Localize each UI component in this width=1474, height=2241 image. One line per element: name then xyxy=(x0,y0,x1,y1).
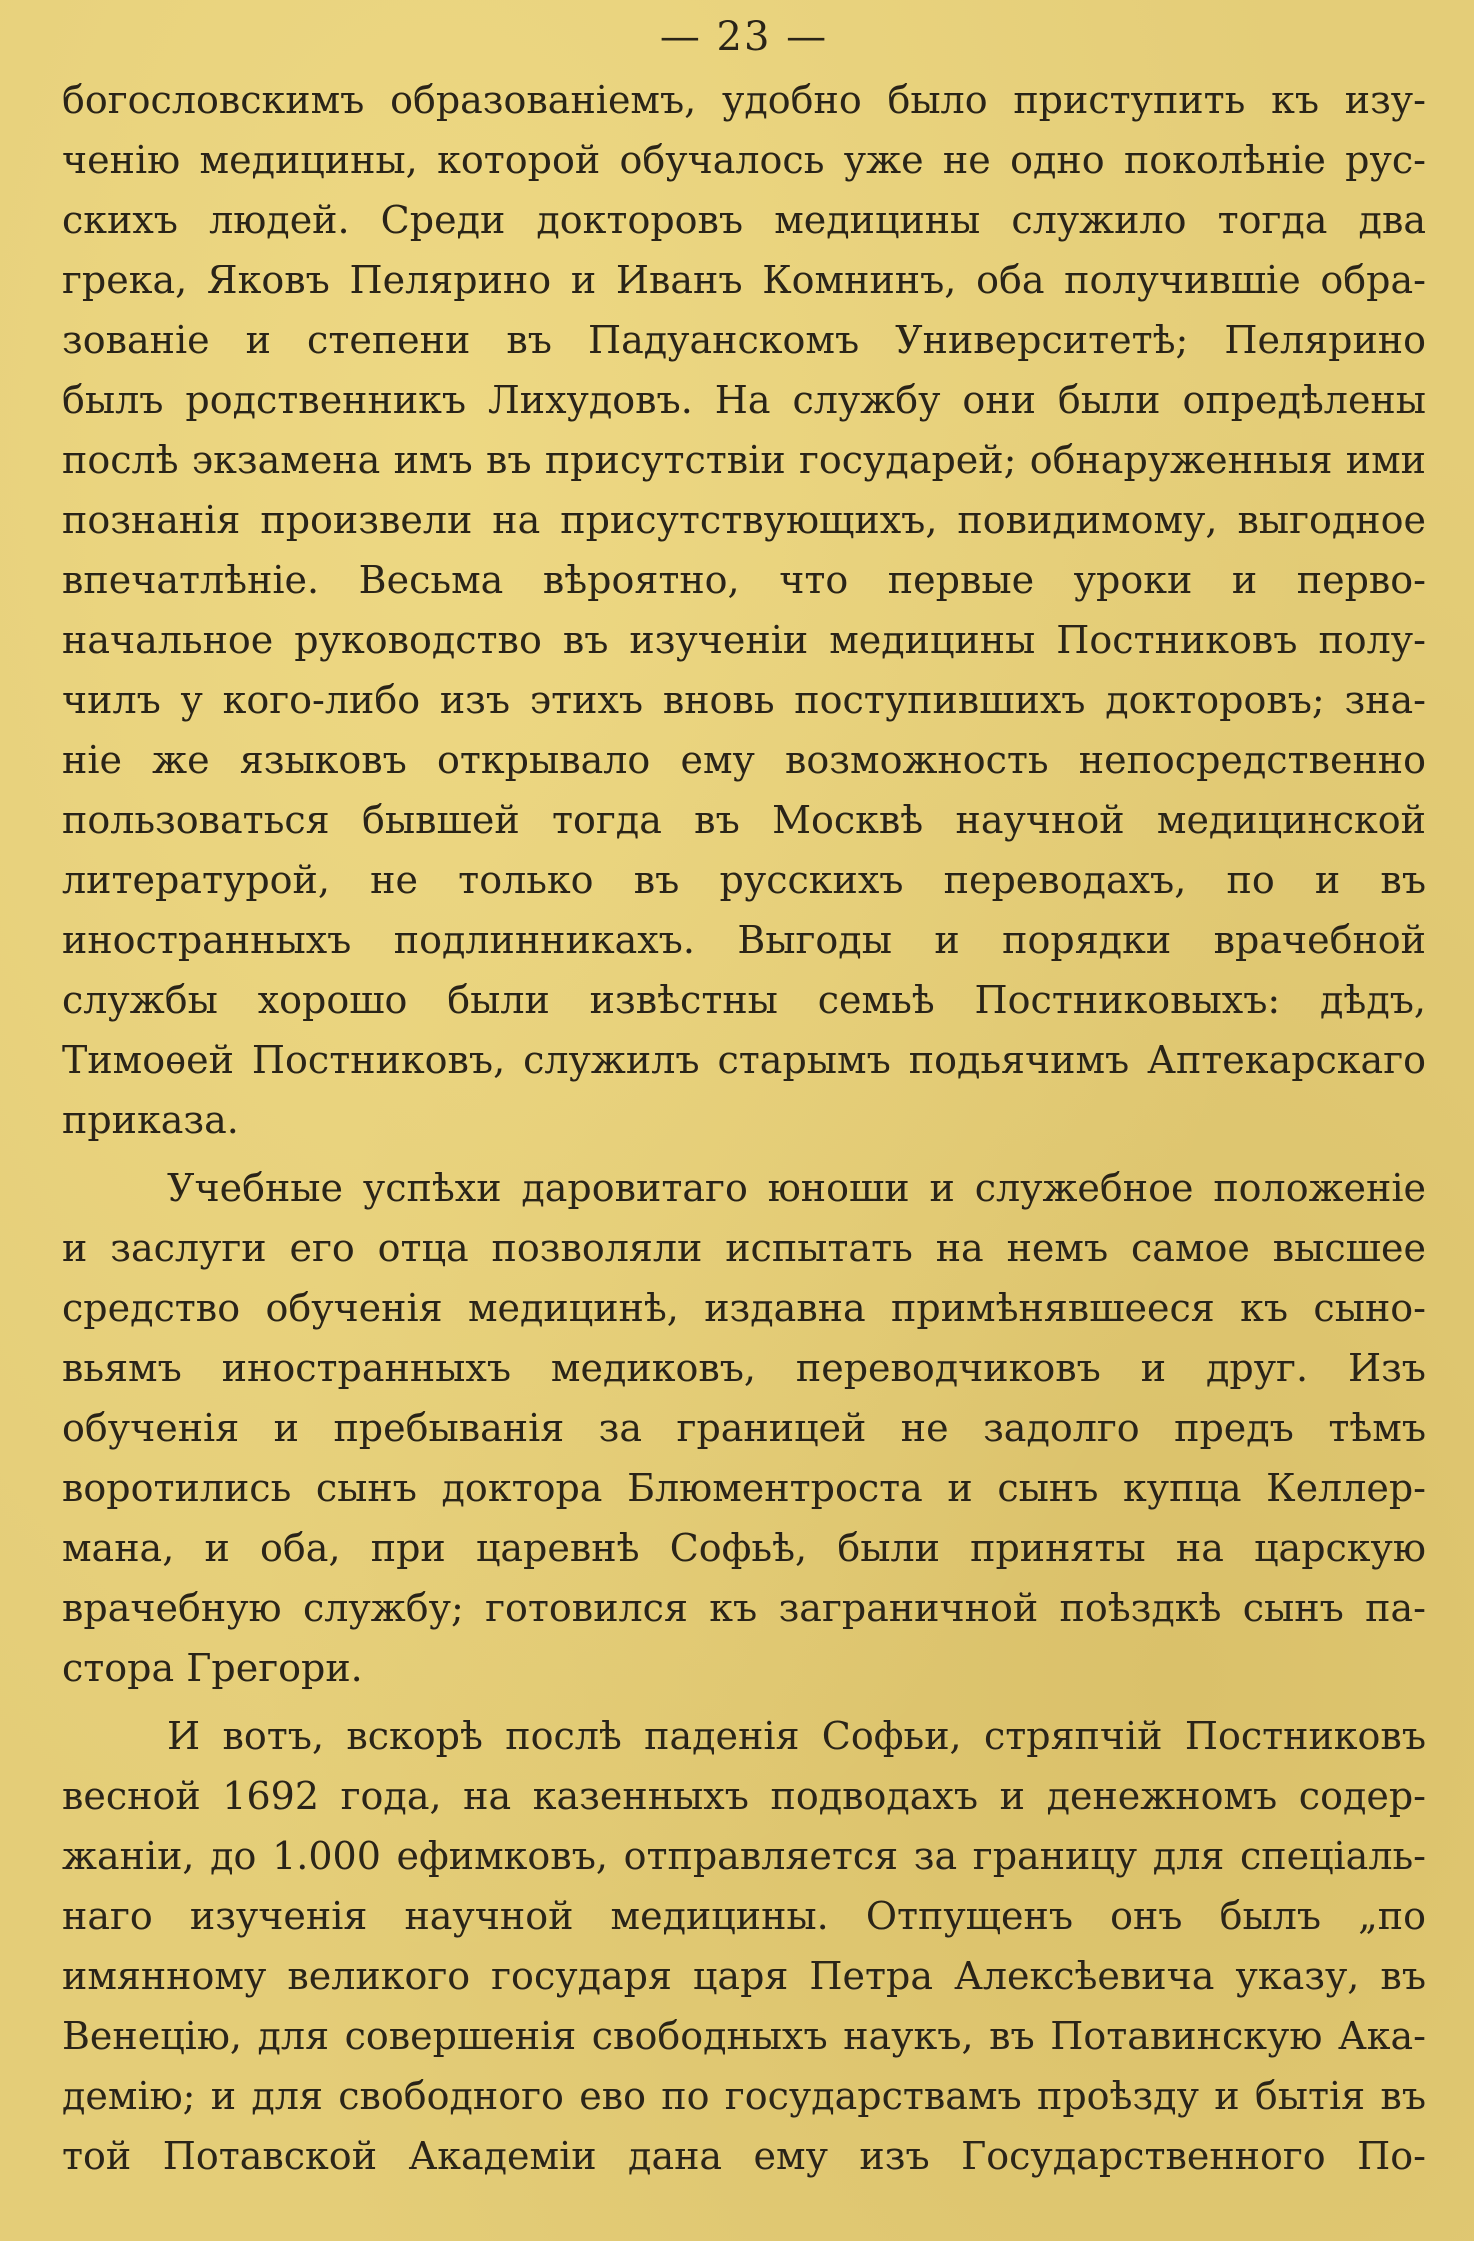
page-number: — 23 — xyxy=(659,14,829,60)
text-line: наго изученія научной медицины. Отпущенъ онъ былъ „по xyxy=(62,1894,1426,1938)
text-line: весной 1692 года, на казенныхъ подводахъ и денежномъ содер- xyxy=(62,1774,1426,1818)
paragraph-spacer xyxy=(62,1150,1426,1158)
text-line: пользоваться бывшей тогда въ Москвѣ научной медицинской xyxy=(62,798,1426,842)
text-line: врачебную службу; готовился къ заграничной поѣздкѣ сынъ па- xyxy=(62,1586,1426,1630)
text-line: ніе же языковъ открывало ему возможность непосредственно xyxy=(62,738,1426,782)
text-line: скихъ людей. Среди докторовъ медицины служило тогда два xyxy=(62,198,1426,242)
text-line: Учебные успѣхи даровитаго юноши и служебное положеніе xyxy=(167,1166,1426,1210)
text-line: стора Грегори. xyxy=(62,1646,363,1690)
text-line: имянному великого государя царя Петра Алексѣевича указу, въ xyxy=(62,1954,1426,1998)
text-line: грека, Яковъ Пелярино и Иванъ Комнинъ, оба получившіе обра- xyxy=(62,258,1426,302)
text-line: обученія и пребыванія за границей не задолго предъ тѣмъ xyxy=(62,1406,1426,1450)
text-line: воротились сынъ доктора Блюментроста и сынъ купца Келлер- xyxy=(62,1466,1426,1510)
text-line: жаніи, до 1.000 ефимковъ, отправляется за границу для спеціаль- xyxy=(62,1834,1426,1878)
text-line: ченію медицины, которой обучалось уже не одно поколѣніе рус- xyxy=(62,138,1426,182)
text-line: литературой, не только въ русскихъ переводахъ, по и въ xyxy=(62,858,1426,902)
text-line: послѣ экзамена имъ въ присутствіи государей; обнаруженныя ими xyxy=(62,438,1426,482)
text-line: мана, и оба, при царевнѣ Софьѣ, были приняты на царскую xyxy=(62,1526,1426,1570)
text-line: средство обученія медицинѣ, издавна примѣнявшееся къ сыно- xyxy=(62,1286,1426,1330)
text-line: вьямъ иностранныхъ медиковъ, переводчиковъ и друг. Изъ xyxy=(62,1346,1426,1390)
text-line: познанія произвели на присутствующихъ, повидимому, выгодное xyxy=(62,498,1426,542)
text-line: чилъ у кого-либо изъ этихъ вновь поступившихъ докторовъ; зна- xyxy=(62,678,1426,722)
text-line: Тимоѳей Постниковъ, служилъ старымъ подьячимъ Аптекарскаго xyxy=(62,1038,1426,1082)
paragraph-2 xyxy=(62,1158,1426,1698)
text-line: былъ родственникъ Лихудовъ. На службу они были опредѣлены xyxy=(62,378,1426,422)
text-line: службы хорошо были извѣстны семьѣ Постниковыхъ: дѣдъ, xyxy=(62,978,1426,1022)
text-line: приказа. xyxy=(62,1098,239,1142)
text-line: Венецію, для совершенія свободныхъ наукъ, въ Потавинскую Ака- xyxy=(62,2014,1426,2058)
text-line: богословскимъ образованіемъ, удобно было приступить къ изу- xyxy=(62,78,1426,122)
paragraph-spacer xyxy=(62,1698,1426,1706)
text-line: демію; и для свободного ево по государствамъ проѣзду и бытія въ xyxy=(62,2074,1426,2118)
text-line: зованіе и степени въ Падуанскомъ Университетѣ; Пелярино xyxy=(62,318,1426,362)
text-line: И вотъ, вскорѣ послѣ паденія Софьи, стряпчій Постниковъ xyxy=(167,1714,1426,1758)
paragraph-3 xyxy=(62,1706,1426,2186)
text-line: начальное руководство въ изученіи медицины Постниковъ полу- xyxy=(62,618,1426,662)
paragraph-1 xyxy=(62,70,1426,1150)
text-line: и заслуги его отца позволяли испытать на немъ самое высшее xyxy=(62,1226,1426,1270)
text-line: иностранныхъ подлинникахъ. Выгоды и порядки врачебной xyxy=(62,918,1426,962)
text-line: впечатлѣніе. Весьма вѣроятно, что первые уроки и перво- xyxy=(62,558,1426,602)
text-line: той Потавской Академіи дана ему изъ Государственного По- xyxy=(62,2134,1426,2178)
